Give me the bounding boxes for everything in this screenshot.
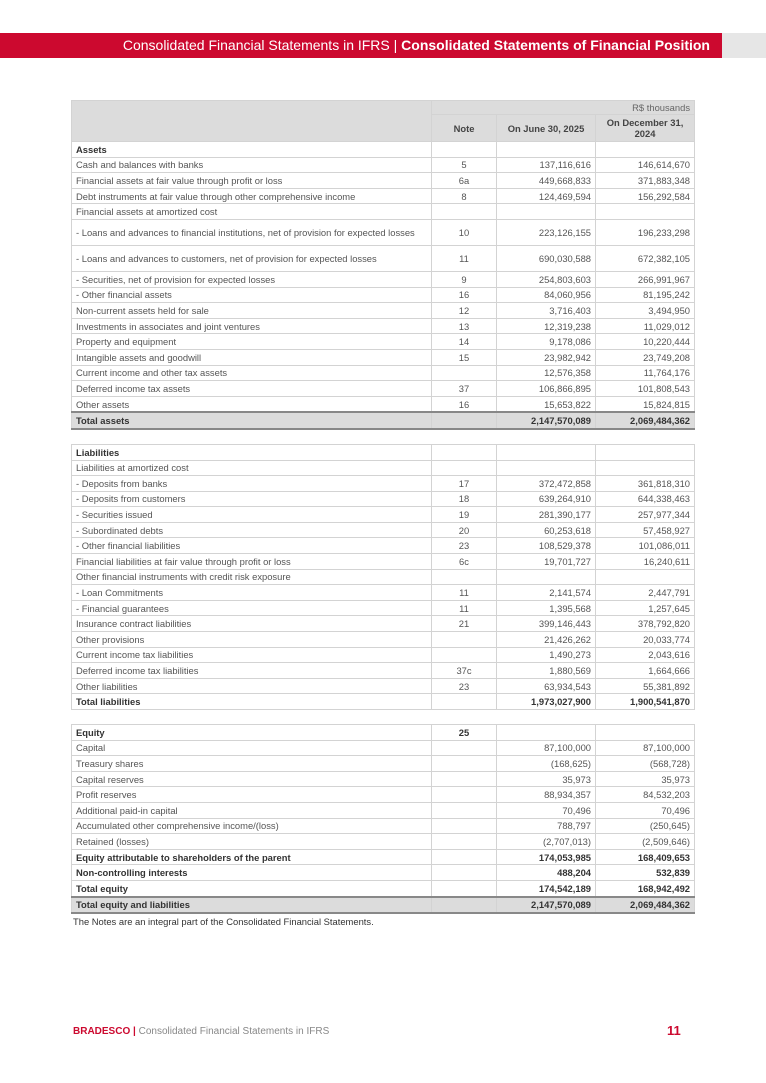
row-value-june-2025: 174,542,189 xyxy=(497,880,596,896)
row-value-june-2025: 12,576,358 xyxy=(497,365,596,381)
row-value-december-2024: 101,086,011 xyxy=(596,538,695,554)
row-label: Current income tax liabilities xyxy=(72,647,432,663)
row-label: Profit reserves xyxy=(72,787,432,803)
row-label: Financial assets at fair value through profit or loss xyxy=(72,173,432,189)
table-row xyxy=(72,381,695,397)
row-value-december-2024 xyxy=(596,725,695,741)
row-note xyxy=(432,204,497,220)
row-value-december-2024: 361,818,310 xyxy=(596,476,695,492)
row-value-june-2025: 19,701,727 xyxy=(497,554,596,570)
footnote: The Notes are an integral part of the Consolidated Financial Statements. xyxy=(73,916,374,927)
table-row xyxy=(72,396,695,412)
row-note xyxy=(432,865,497,881)
row-label: - Other financial liabilities xyxy=(72,538,432,554)
row-note xyxy=(432,444,497,460)
row-value-december-2024: (568,728) xyxy=(596,756,695,772)
table-row xyxy=(72,444,695,460)
row-label xyxy=(72,429,432,445)
row-value-june-2025: 2,147,570,089 xyxy=(497,897,596,914)
row-note xyxy=(432,818,497,834)
row-value-june-2025: 2,147,570,089 xyxy=(497,412,596,429)
row-note xyxy=(432,771,497,787)
row-value-june-2025 xyxy=(497,444,596,460)
row-label: - Securities issued xyxy=(72,507,432,523)
row-value-december-2024: (250,645) xyxy=(596,818,695,834)
row-note: 17 xyxy=(432,476,497,492)
header-title xyxy=(123,33,710,58)
row-value-june-2025: 12,319,238 xyxy=(497,318,596,334)
row-value-june-2025: 690,030,588 xyxy=(497,245,596,271)
row-value-june-2025 xyxy=(497,710,596,725)
row-value-june-2025: 137,116,616 xyxy=(497,157,596,173)
row-value-june-2025: 63,934,543 xyxy=(497,678,596,694)
row-note xyxy=(432,694,497,710)
row-label: Cash and balances with banks xyxy=(72,157,432,173)
row-label: Property and equipment xyxy=(72,334,432,350)
row-value-december-2024: 2,069,484,362 xyxy=(596,897,695,914)
row-value-december-2024: 57,458,927 xyxy=(596,522,695,538)
table-row xyxy=(72,849,695,865)
row-value-december-2024: 168,409,653 xyxy=(596,849,695,865)
row-label: Investments in associates and joint ventures xyxy=(72,318,432,334)
row-label: Additional paid-in capital xyxy=(72,802,432,818)
row-value-december-2024: 532,839 xyxy=(596,865,695,881)
row-value-december-2024: 257,977,344 xyxy=(596,507,695,523)
table-row xyxy=(72,460,695,476)
row-label: Intangible assets and goodwill xyxy=(72,349,432,365)
row-value-december-2024: 20,033,774 xyxy=(596,632,695,648)
row-value-june-2025 xyxy=(497,429,596,445)
row-label: Total assets xyxy=(72,412,432,429)
row-note: 16 xyxy=(432,396,497,412)
table-row xyxy=(72,491,695,507)
row-label: Insurance contract liabilities xyxy=(72,616,432,632)
row-note xyxy=(432,740,497,756)
row-value-june-2025 xyxy=(497,569,596,585)
row-value-june-2025 xyxy=(497,142,596,158)
row-label: Other provisions xyxy=(72,632,432,648)
row-label: - Financial guarantees xyxy=(72,600,432,616)
row-note: 37 xyxy=(432,381,497,397)
row-value-june-2025: 1,973,027,900 xyxy=(497,694,596,710)
financial-position-table-container xyxy=(71,100,694,914)
table-row xyxy=(72,632,695,648)
row-value-june-2025: 15,653,822 xyxy=(497,396,596,412)
row-label: - Securities, net of provision for expected losses xyxy=(72,271,432,287)
row-label: Other liabilities xyxy=(72,678,432,694)
row-value-december-2024: 55,381,892 xyxy=(596,678,695,694)
row-note xyxy=(432,710,497,725)
row-note xyxy=(432,802,497,818)
row-value-june-2025: 788,797 xyxy=(497,818,596,834)
row-label: Total equity xyxy=(72,880,432,896)
row-value-june-2025: 106,866,895 xyxy=(497,381,596,397)
column-header-note: Note xyxy=(432,115,497,142)
row-value-december-2024: 146,614,670 xyxy=(596,157,695,173)
row-note: 12 xyxy=(432,303,497,319)
row-label: - Other financial assets xyxy=(72,287,432,303)
row-value-june-2025: 1,395,568 xyxy=(497,600,596,616)
row-note: 25 xyxy=(432,725,497,741)
row-note: 15 xyxy=(432,349,497,365)
header-blank-cell xyxy=(72,101,432,142)
row-note: 5 xyxy=(432,157,497,173)
unit-label: R$ thousands xyxy=(432,101,695,115)
row-note xyxy=(432,756,497,772)
row-note xyxy=(432,849,497,865)
row-label: - Loans and advances to financial institutions, net of provision for expected losses xyxy=(72,219,432,245)
row-value-june-2025: 281,390,177 xyxy=(497,507,596,523)
footer xyxy=(73,1026,329,1037)
row-value-june-2025: 488,204 xyxy=(497,865,596,881)
row-value-june-2025: 70,496 xyxy=(497,802,596,818)
row-value-june-2025: 87,100,000 xyxy=(497,740,596,756)
header-tail xyxy=(722,33,766,58)
table-row xyxy=(72,476,695,492)
row-value-june-2025: 60,253,618 xyxy=(497,522,596,538)
column-header-december-2024: On December 31, 2024 xyxy=(596,115,695,142)
row-value-december-2024 xyxy=(596,204,695,220)
column-header-june-2025: On June 30, 2025 xyxy=(497,115,596,142)
row-value-december-2024: 196,233,298 xyxy=(596,219,695,245)
table-body xyxy=(72,142,695,914)
table-row xyxy=(72,678,695,694)
row-value-december-2024: 3,494,950 xyxy=(596,303,695,319)
row-label: Retained (losses) xyxy=(72,834,432,850)
table-row xyxy=(72,771,695,787)
table-row xyxy=(72,271,695,287)
row-value-december-2024: 168,942,492 xyxy=(596,880,695,896)
row-label: Assets xyxy=(72,142,432,158)
table-row xyxy=(72,538,695,554)
row-note: 14 xyxy=(432,334,497,350)
row-value-december-2024: 2,447,791 xyxy=(596,585,695,601)
row-note: 8 xyxy=(432,188,497,204)
row-value-june-2025: 449,668,833 xyxy=(497,173,596,189)
row-value-december-2024: 16,240,611 xyxy=(596,554,695,570)
row-value-june-2025 xyxy=(497,725,596,741)
table-row xyxy=(72,188,695,204)
row-value-december-2024: 11,764,176 xyxy=(596,365,695,381)
row-label: Liabilities xyxy=(72,444,432,460)
row-note xyxy=(432,632,497,648)
row-value-december-2024: 15,824,815 xyxy=(596,396,695,412)
row-note xyxy=(432,460,497,476)
row-label: - Loans and advances to customers, net of provision for expected losses xyxy=(72,245,432,271)
row-note xyxy=(432,412,497,429)
row-value-december-2024: 644,338,463 xyxy=(596,491,695,507)
row-label: - Loan Commitments xyxy=(72,585,432,601)
table-row xyxy=(72,173,695,189)
row-note xyxy=(432,569,497,585)
row-value-december-2024 xyxy=(596,142,695,158)
table-row xyxy=(72,616,695,632)
row-value-december-2024: 266,991,967 xyxy=(596,271,695,287)
table-row xyxy=(72,600,695,616)
row-label: Treasury shares xyxy=(72,756,432,772)
row-note: 37c xyxy=(432,663,497,679)
table-row xyxy=(72,157,695,173)
row-value-june-2025 xyxy=(497,460,596,476)
row-label: Equity xyxy=(72,725,432,741)
row-label: Deferred income tax liabilities xyxy=(72,663,432,679)
table-row xyxy=(72,365,695,381)
table-row xyxy=(72,740,695,756)
row-value-december-2024: 1,900,541,870 xyxy=(596,694,695,710)
row-value-december-2024: 101,808,543 xyxy=(596,381,695,397)
header-title-prefix: Consolidated Financial Statements in IFRS | xyxy=(122,37,402,53)
table-row xyxy=(72,287,695,303)
row-value-june-2025: 174,053,985 xyxy=(497,849,596,865)
row-label: Equity attributable to shareholders of the parent xyxy=(72,849,432,865)
table-row xyxy=(72,349,695,365)
row-value-december-2024: 2,069,484,362 xyxy=(596,412,695,429)
row-note xyxy=(432,429,497,445)
table-row xyxy=(72,834,695,850)
row-label: - Deposits from customers xyxy=(72,491,432,507)
table-row xyxy=(72,507,695,523)
row-label: Deferred income tax assets xyxy=(72,381,432,397)
table-row xyxy=(72,647,695,663)
row-label: Non-current assets held for sale xyxy=(72,303,432,319)
row-value-december-2024: 81,195,242 xyxy=(596,287,695,303)
row-label: Financial liabilities at fair value through profit or loss xyxy=(72,554,432,570)
row-value-june-2025: 2,141,574 xyxy=(497,585,596,601)
row-value-june-2025: 639,264,910 xyxy=(497,491,596,507)
table-row xyxy=(72,142,695,158)
row-value-december-2024 xyxy=(596,429,695,445)
row-value-december-2024: 1,664,666 xyxy=(596,663,695,679)
row-note xyxy=(432,647,497,663)
row-value-june-2025: 88,934,357 xyxy=(497,787,596,803)
table-row xyxy=(72,787,695,803)
row-note: 19 xyxy=(432,507,497,523)
row-note: 20 xyxy=(432,522,497,538)
row-value-june-2025: 223,126,155 xyxy=(497,219,596,245)
row-value-june-2025: (168,625) xyxy=(497,756,596,772)
row-note xyxy=(432,787,497,803)
row-note xyxy=(432,834,497,850)
row-value-june-2025 xyxy=(497,204,596,220)
row-note: 11 xyxy=(432,585,497,601)
header-bar xyxy=(0,33,722,58)
table-row xyxy=(72,318,695,334)
table-row xyxy=(72,554,695,570)
row-value-december-2024: (2,509,646) xyxy=(596,834,695,850)
table-row xyxy=(72,245,695,271)
row-value-december-2024: 11,029,012 xyxy=(596,318,695,334)
table-row xyxy=(72,219,695,245)
row-value-june-2025: 372,472,858 xyxy=(497,476,596,492)
footer-text: Consolidated Financial Statements in IFRS xyxy=(138,1026,330,1037)
table-row xyxy=(72,204,695,220)
table-row xyxy=(72,818,695,834)
row-label: Current income and other tax assets xyxy=(72,365,432,381)
row-note: 23 xyxy=(432,538,497,554)
row-value-june-2025: 399,146,443 xyxy=(497,616,596,632)
row-value-june-2025: 108,529,378 xyxy=(497,538,596,554)
table-row xyxy=(72,865,695,881)
row-label: - Deposits from banks xyxy=(72,476,432,492)
row-label: Capital xyxy=(72,740,432,756)
row-value-december-2024: 23,749,208 xyxy=(596,349,695,365)
row-label: Liabilities at amortized cost xyxy=(72,460,432,476)
table-row xyxy=(72,663,695,679)
row-note: 16 xyxy=(432,287,497,303)
row-value-december-2024 xyxy=(596,444,695,460)
row-note: 6c xyxy=(432,554,497,570)
row-value-june-2025: (2,707,013) xyxy=(497,834,596,850)
table-row xyxy=(72,569,695,585)
row-value-december-2024 xyxy=(596,460,695,476)
row-value-december-2024: 35,973 xyxy=(596,771,695,787)
row-value-december-2024 xyxy=(596,710,695,725)
row-note: 23 xyxy=(432,678,497,694)
financial-position-table xyxy=(71,100,695,914)
row-label: Financial assets at amortized cost xyxy=(72,204,432,220)
row-label: - Subordinated debts xyxy=(72,522,432,538)
footer-separator: | xyxy=(130,1026,139,1037)
row-note: 11 xyxy=(432,600,497,616)
table-row xyxy=(72,725,695,741)
row-value-june-2025: 1,490,273 xyxy=(497,647,596,663)
row-note: 10 xyxy=(432,219,497,245)
table-row xyxy=(72,429,695,445)
row-label: Total liabilities xyxy=(72,694,432,710)
row-note: 9 xyxy=(432,271,497,287)
table-row xyxy=(72,412,695,429)
page-number: 11 xyxy=(667,1023,681,1038)
row-value-june-2025: 84,060,956 xyxy=(497,287,596,303)
row-note xyxy=(432,142,497,158)
table-row xyxy=(72,710,695,725)
row-value-december-2024 xyxy=(596,569,695,585)
row-value-june-2025: 35,973 xyxy=(497,771,596,787)
row-value-june-2025: 23,982,942 xyxy=(497,349,596,365)
row-label: Other financial instruments with credit risk exposure xyxy=(72,569,432,585)
row-value-december-2024: 371,883,348 xyxy=(596,173,695,189)
row-label: Other assets xyxy=(72,396,432,412)
table-row xyxy=(72,585,695,601)
row-value-december-2024: 1,257,645 xyxy=(596,600,695,616)
header-title-main: Consolidated Statements of Financial Position xyxy=(401,37,710,53)
row-value-december-2024: 156,292,584 xyxy=(596,188,695,204)
row-value-december-2024: 10,220,444 xyxy=(596,334,695,350)
row-value-june-2025: 254,803,603 xyxy=(497,271,596,287)
row-label: Capital reserves xyxy=(72,771,432,787)
row-value-december-2024: 2,043,616 xyxy=(596,647,695,663)
row-label xyxy=(72,710,432,725)
row-value-december-2024: 672,382,105 xyxy=(596,245,695,271)
row-value-june-2025: 1,880,569 xyxy=(497,663,596,679)
table-row xyxy=(72,756,695,772)
row-label: Non-controlling interests xyxy=(72,865,432,881)
table-row xyxy=(72,522,695,538)
row-note xyxy=(432,880,497,896)
unit-row xyxy=(72,101,695,115)
row-note: 11 xyxy=(432,245,497,271)
row-note: 18 xyxy=(432,491,497,507)
row-value-june-2025: 124,469,594 xyxy=(497,188,596,204)
row-note xyxy=(432,897,497,914)
row-label: Accumulated other comprehensive income/(loss) xyxy=(72,818,432,834)
table-row xyxy=(72,334,695,350)
row-value-december-2024: 70,496 xyxy=(596,802,695,818)
table-row xyxy=(72,897,695,914)
row-value-june-2025: 9,178,086 xyxy=(497,334,596,350)
table-row xyxy=(72,880,695,896)
row-note: 13 xyxy=(432,318,497,334)
table-row xyxy=(72,694,695,710)
table-row xyxy=(72,802,695,818)
row-note xyxy=(432,365,497,381)
footer-brand: BRADESCO xyxy=(73,1026,131,1037)
table-row xyxy=(72,303,695,319)
row-value-june-2025: 21,426,262 xyxy=(497,632,596,648)
row-label: Debt instruments at fair value through other comprehensive income xyxy=(72,188,432,204)
row-note: 6a xyxy=(432,173,497,189)
row-value-june-2025: 3,716,403 xyxy=(497,303,596,319)
row-value-december-2024: 87,100,000 xyxy=(596,740,695,756)
row-label: Total equity and liabilities xyxy=(72,897,432,914)
row-value-december-2024: 378,792,820 xyxy=(596,616,695,632)
row-value-december-2024: 84,532,203 xyxy=(596,787,695,803)
row-note: 21 xyxy=(432,616,497,632)
